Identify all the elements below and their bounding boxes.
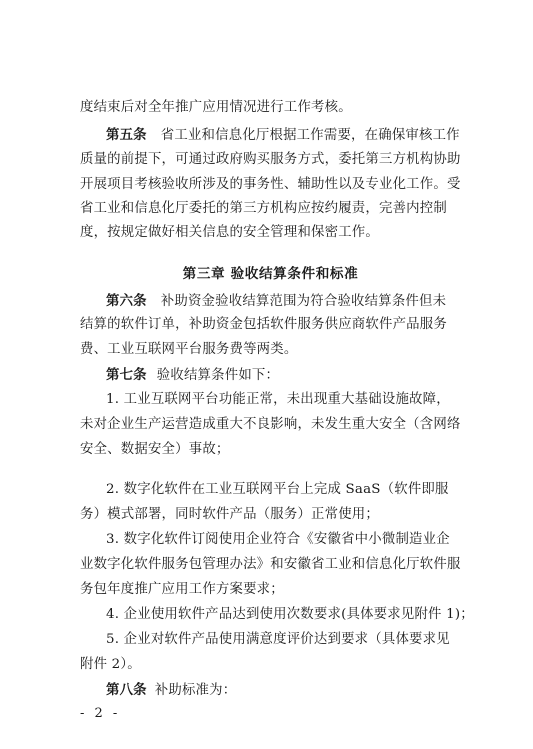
article-5-line-2: 质量的前提下，可通过政府购买服务方式，委托第三方机构协助 (80, 152, 461, 167)
article-7-item-1-line-1: 1. 工业互联网平台功能正常，未出现重大基础设施故障， (106, 392, 450, 407)
article-7-label: 第七条 (106, 367, 147, 383)
article-7-intro: 验收结算条件如下： (156, 368, 280, 383)
article-5-line-5: 度，按规定做好相关信息的安全管理和保密工作。 (80, 225, 379, 240)
article-7-item-2-line-2: 务）模式部署，同时软件产品（服务）正常使用； (80, 507, 379, 522)
article-7-item-1-line-2: 未对企业生产运营造成重大不良影响，未发生重大安全（含网络 (80, 417, 461, 432)
article-6-text: 补助资金验收结算范围为符合验收结算条件但未 (160, 294, 447, 309)
article-7-item-3-line-1: 3. 数字化软件订阅使用企业符合《安徽省中小微制造业企 (106, 532, 450, 547)
article-7-item-1-line-3: 安全、数据安全）事故； (80, 442, 230, 457)
article-5-line-3: 开展项目考核验收所涉及的事务性、辅助性以及专业化工作。受 (80, 177, 461, 192)
article-6-label: 第六条 (106, 293, 147, 309)
paragraph-continuation: 度结束后对全年推广应用情况进行工作考核。 (80, 100, 352, 115)
article-5-text: 省工业和信息化厅根据工作需要，在确保审核工作 (160, 128, 460, 143)
article-5-line-4: 省工业和信息化厅委托的第三方机构应按约履责，完善内控制 (80, 201, 447, 216)
article-5-label: 第五条 (106, 127, 147, 143)
article-7-item-2-line-1: 2. 数字化软件在工业互联网平台上完成 SaaS（软件即服 (106, 482, 449, 497)
article-7-item-3-line-3: 务包年度推广应用工作方案要求； (80, 582, 284, 597)
article-7-item-5-line-2: 附件 2）。 (80, 657, 141, 672)
article-8-text: 补助标准为： (154, 683, 237, 698)
article-7-item-3-line-2: 业数字化软件服务包管理办法》和安徽省工业和信息化厅软件服 (80, 557, 461, 572)
article-6-line-2: 结算的软件订单，补助资金包括软件服务供应商软件产品服务 (80, 317, 447, 332)
article-8-line-1 (106, 681, 236, 700)
article-8-label: 第八条 (106, 682, 147, 698)
chapter-3-heading: 第三章 验收结算条件和标准 (182, 266, 359, 282)
article-7-item-4-line-1: 4. 企业使用软件产品达到使用次数要求(具体要求见附件 1)； (106, 607, 474, 622)
page-number: - 2 - (80, 706, 121, 721)
article-5-line-1 (106, 126, 460, 145)
article-6-line-3: 费、工业互联网平台服务费等两类。 (80, 342, 298, 357)
article-7-item-5-line-1: 5. 企业对软件产品使用满意度评价达到要求（具体要求见 (106, 632, 450, 647)
article-6-line-1 (106, 292, 446, 311)
article-7-line-1 (106, 366, 279, 385)
